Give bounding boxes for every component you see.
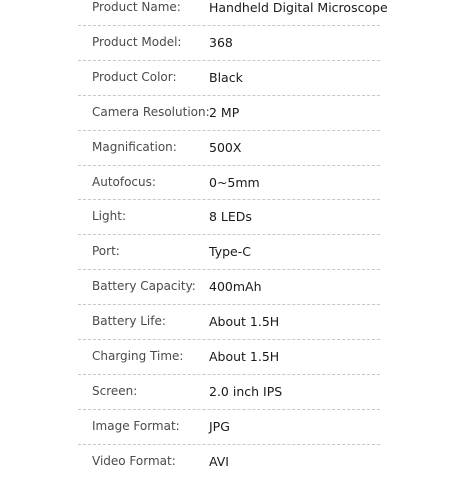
spec-value: AVI [209, 453, 229, 469]
spec-value: 500X [209, 139, 242, 155]
spec-label: Port: [92, 244, 120, 259]
spec-value: 2.0 inch IPS [209, 383, 283, 399]
spec-value: Black [209, 69, 243, 85]
spec-label: Image Format: [92, 418, 180, 433]
spec-row [0, 199, 470, 234]
spec-label: Product Color: [92, 69, 177, 84]
spec-row [0, 304, 470, 339]
spec-row [0, 25, 470, 60]
spec-label: Battery Life: [92, 314, 166, 329]
spec-value: Type-C [209, 244, 251, 260]
spec-value: About 1.5H [209, 349, 280, 364]
spec-value: 400mAh [209, 279, 262, 295]
spec-label: Light: [92, 209, 126, 224]
spec-label: Camera Resolution: [92, 104, 210, 119]
spec-row [0, 130, 470, 165]
spec-row [0, 60, 470, 95]
spec-row [0, 339, 470, 374]
spec-value: JPG [209, 418, 230, 434]
spec-value: 8 LEDs [209, 209, 252, 225]
spec-row [0, 409, 470, 444]
spec-label: Product Name: [92, 0, 181, 14]
spec-label: Battery Capacity: [92, 279, 196, 294]
spec-row [0, 165, 470, 200]
spec-value: 2 MP [209, 104, 240, 120]
spec-row [0, 444, 470, 479]
spec-row [0, 374, 470, 409]
spec-value: 0~5mm [209, 174, 260, 190]
spec-label: Magnification: [92, 139, 177, 154]
spec-value: About 1.5H [209, 314, 280, 330]
spec-row [0, 0, 470, 25]
spec-label: Autofocus: [92, 174, 156, 189]
spec-value: Handheld Digital Microscope [209, 0, 388, 15]
spec-value: 368 [209, 34, 233, 50]
spec-label: Product Model: [92, 34, 182, 49]
spec-label: Screen: [92, 383, 138, 398]
spec-row [0, 234, 470, 269]
spec-row [0, 269, 470, 304]
spec-row [0, 95, 470, 130]
spec-label: Charging Time: [92, 349, 184, 363]
spec-label: Video Format: [92, 453, 176, 468]
